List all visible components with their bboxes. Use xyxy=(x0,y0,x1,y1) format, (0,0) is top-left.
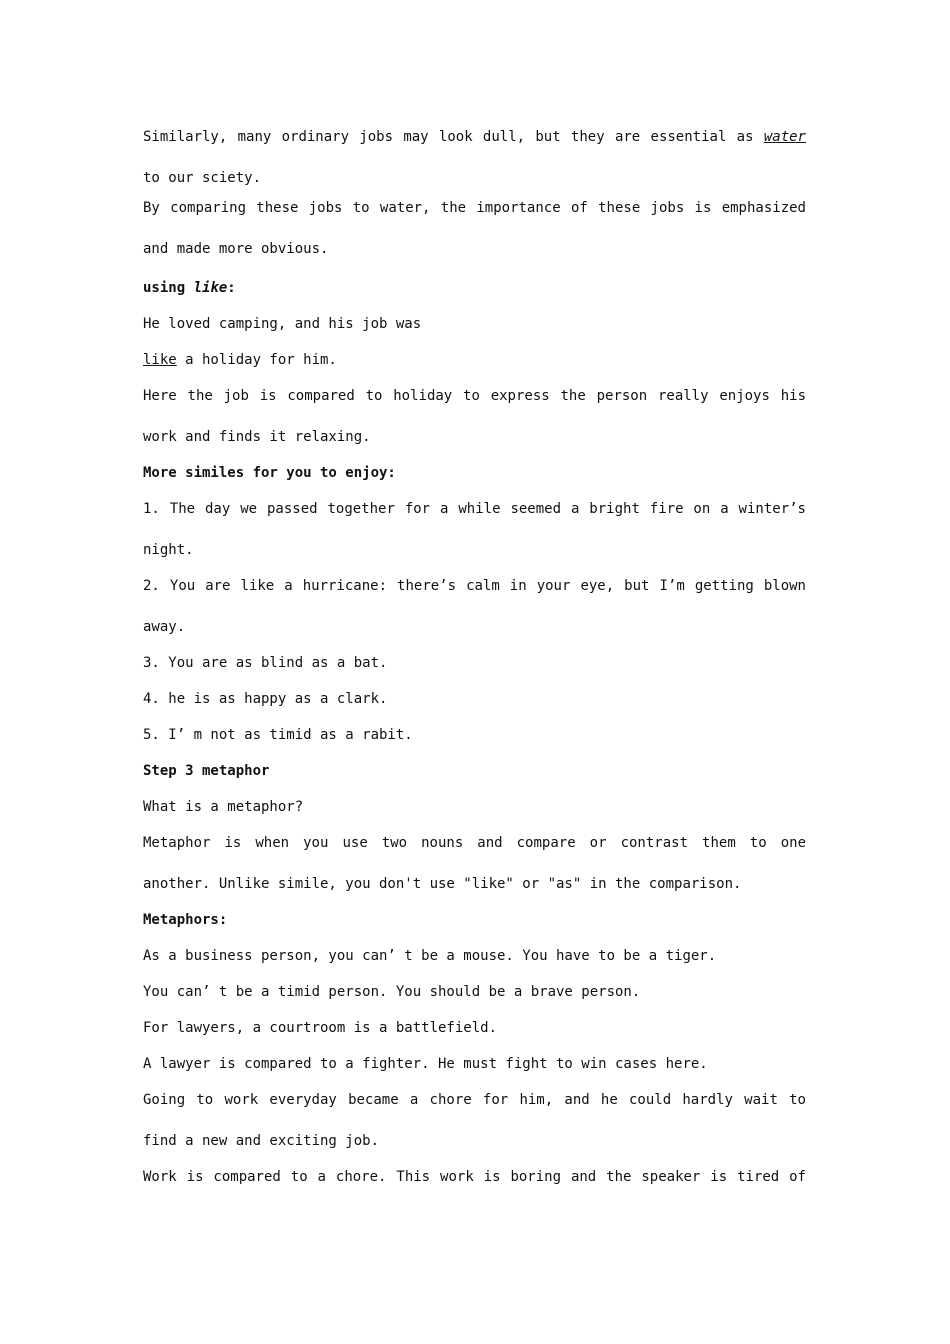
simile-item: 5. I’ m not as timid as a rabit. xyxy=(143,727,413,743)
heading-using-like: using like: xyxy=(143,280,236,296)
heading-more-similes: More similes for you to enjoy: xyxy=(143,465,396,481)
metaphor-question: What is a metaphor? xyxy=(143,799,304,815)
paragraph-text: Similarly, many ordinary jobs may look dull, but they are essential as xyxy=(143,129,764,145)
paragraph-text: to our sciety. xyxy=(143,170,262,186)
simile-item: 3. You are as blind as a bat. xyxy=(143,655,388,671)
paragraph-water xyxy=(143,117,806,199)
heading-step-3: Step 3 metaphor xyxy=(143,763,270,779)
emphasized-word-water: water xyxy=(763,129,806,145)
emphasized-word-like: like xyxy=(193,280,228,296)
like-explanation: Here the job is compared to holiday to express the person really enjoys his work and finds it relaxing. xyxy=(143,388,806,445)
simile-item: 1. The day we passed together for a while seemed a bright fire on a winter’s night. xyxy=(143,501,806,558)
like-example-line-1: He loved camping, and his job was xyxy=(143,316,422,332)
metaphor-definition: Metaphor is when you use two nouns and compare or contrast them to one another. Unlike simile, you don't use "like" or "as" in the comparison. xyxy=(143,835,806,892)
simile-item: 4. he is as happy as a clark. xyxy=(143,691,388,707)
metaphor-item: You can’ t be a timid person. You should be a brave person. xyxy=(143,984,641,1000)
document-page xyxy=(143,124,806,1195)
paragraph-comparison: By comparing these jobs to water, the importance of these jobs is emphasized and made more obvious. xyxy=(143,200,806,257)
metaphor-item: For lawyers, a courtroom is a battlefield. xyxy=(143,1020,498,1036)
like-example-line-2: like a holiday for him. xyxy=(143,352,337,368)
underlined-word-like: like xyxy=(143,352,177,368)
metaphor-item: As a business person, you can’ t be a mouse. You have to be a tiger. xyxy=(143,948,717,964)
simile-item: 2. You are like a hurricane: there’s calm in your eye, but I’m getting blown away. xyxy=(143,578,806,635)
heading-metaphors: Metaphors: xyxy=(143,912,228,928)
metaphor-item: Work is compared to a chore. This work is boring and the speaker is tired of xyxy=(143,1169,806,1185)
metaphor-item: Going to work everyday became a chore for him, and he could hardly wait to find a new and exciting job. xyxy=(143,1092,806,1149)
metaphor-item: A lawyer is compared to a fighter. He must fight to win cases here. xyxy=(143,1056,708,1072)
